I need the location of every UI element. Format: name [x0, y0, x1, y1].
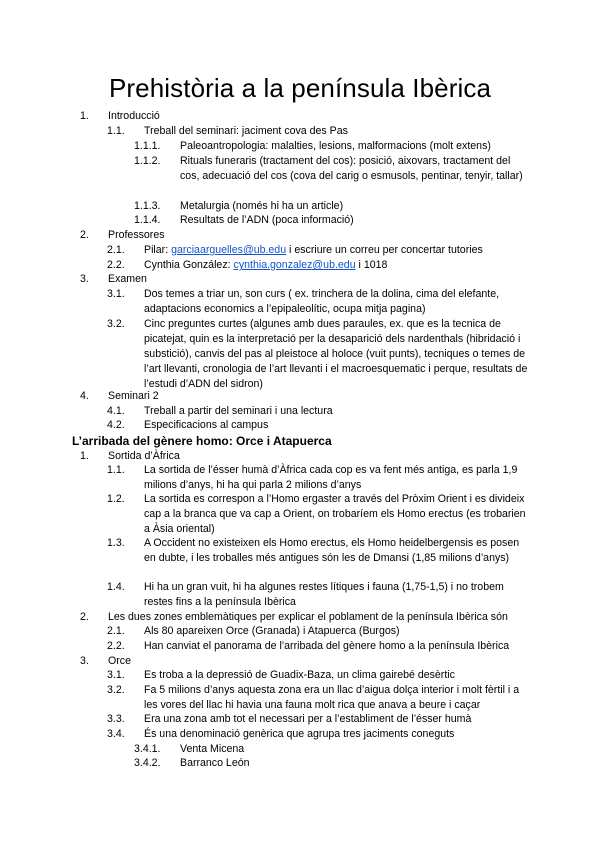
list-text: Era una zona amb tot el necessari per a l’establiment de l’ésser humà	[144, 713, 472, 725]
list-text	[144, 243, 528, 258]
page-title: Prehistòria a la península Ibèrica	[108, 73, 492, 103]
list-number: 1.3.	[107, 537, 125, 549]
list-number: 1.2.	[107, 493, 125, 505]
list-number: 1.1.	[107, 464, 125, 476]
list-text: Treball del seminari: jaciment cova des Pas	[144, 125, 348, 137]
list-number: 3.4.2.	[134, 757, 161, 769]
list-text: Examen	[108, 273, 147, 285]
list-text: Han canviat el panorama de l’arribada del gènere homo a la península Ibèrica	[144, 640, 510, 652]
list-text: Especificacions al campus	[144, 419, 269, 431]
contact-name: Pilar:	[144, 244, 172, 256]
section-heading: L’arribada del gènere homo: Orce i Atapuerca	[72, 434, 332, 448]
list-number: 1.	[80, 450, 89, 462]
list-text: La sortida de l’ésser humà d’Àfrica cada cop es va fent més antiga, es parla 1,9 milions d’anys, hi ha qui parla 2 milions d’anys	[144, 464, 518, 491]
email-link-cynthia[interactable]: cynthia.gonzalez@ub.edu	[233, 259, 356, 271]
list-number: 3.	[80, 273, 89, 285]
list-text: Metalurgia (només hi ha un article)	[180, 200, 344, 212]
list-number: 2.1.	[107, 625, 125, 637]
list-number: 2.2.	[107, 640, 125, 652]
list-text: Barranco León	[180, 757, 250, 769]
list-text: Treball a partir del seminari i una lectura	[144, 405, 333, 417]
list-text: Hi ha un gran vuit, hi ha algunes restes lítiques i fauna (1,75-1,5) i no trobem restes fins a la península Ibèrica	[144, 581, 504, 608]
list-text: Dos temes a triar un, son curs ( ex. trinchera de la dolina, cima del elefante, adaptacions economics a l’epipaleolític, ocupa mitja pagina)	[144, 288, 500, 315]
list-text: Professores	[108, 229, 165, 241]
list-number: 3.1.	[107, 669, 125, 681]
list-number: 3.2.	[107, 684, 125, 696]
list-number: 1.1.2.	[134, 155, 161, 167]
contact-name: Cynthia González:	[144, 259, 234, 271]
list-number: 1.1.3.	[134, 200, 161, 212]
list-number: 2.2.	[107, 259, 125, 271]
list-text: Als 80 apareixen Orce (Granada) i Atapuerca (Burgos)	[144, 625, 400, 637]
list-text: Cinc preguntes curtes (algunes amb dues paraules, ex. que es la tecnica de picatejat, quin es la interpretació per la desaparició dels nardenthals (hibridació i substició), canvis del pas al pleistoce al holoce (vuit punts), tecniques o temes de l’art llevanti, cronologia de l’art llevanti i el macroesquematic i perque, resultats de l’estudi d’ADN del sidron)	[144, 318, 528, 390]
list-number: 3.	[80, 655, 89, 667]
list-text: La sortida es correspon a l’Homo ergaster a través del Pròxim Orient i es divideix cap a la branca que va cap a Orient, on trobaríem els Homo erectus (es trobarien a Àsia oriental)	[144, 493, 526, 535]
list-number: 4.1.	[107, 405, 125, 417]
list-number: 1.4.	[107, 581, 125, 593]
list-text: Seminari 2	[108, 390, 159, 402]
list-text: Introducció	[108, 110, 160, 122]
list-text: Rituals funeraris (tractament del cos): posició, aixovars, tractament del cos, adecuació del cos (cova del carig o esmusols, pentinar, tenyir, tallar)	[180, 155, 523, 182]
list-text: Les dues zones emblemàtiques per explicar el poblament de la península Ibèrica són	[108, 611, 508, 623]
list-number: 4.2.	[107, 419, 125, 431]
list-number: 3.1.	[107, 288, 125, 300]
contact-note: i escriure un correu per concertar tutories	[286, 244, 483, 256]
list-number: 1.1.	[107, 125, 125, 137]
list-number: 3.4.1.	[134, 743, 161, 755]
list-text	[144, 258, 528, 273]
list-number: 2.1.	[107, 244, 125, 256]
list-number: 1.1.4.	[134, 214, 161, 226]
list-number: 1.	[80, 110, 89, 122]
list-text: Fa 5 milions d’anys aquesta zona era un llac d’aigua dolça interior i molt fèrtil i a les vores del llac hi havia una fauna molt rica que anava a beure i caçar	[144, 684, 520, 711]
contact-note: i 1018	[355, 259, 388, 271]
list-text: Paleoantropologia: malalties, lesions, malformacions (molt extens)	[180, 140, 491, 152]
list-number: 1.1.1.	[134, 140, 161, 152]
list-text: Resultats de l’ADN (poca informació)	[180, 214, 354, 226]
list-text: A Occident no existeixen els Homo erectus, els Homo heidelbergensis es posen en dubte, i les troballes més antigues són les de Dmansi (1,85 milions d’anys)	[144, 537, 520, 564]
list-number: 2.	[80, 229, 89, 241]
list-text: Orce	[108, 655, 131, 667]
list-number: 3.4.	[107, 728, 125, 740]
email-link-pilar[interactable]: garciaarguelles@ub.edu	[171, 244, 287, 256]
list-number: 3.2.	[107, 318, 125, 330]
list-text: Venta Micena	[180, 743, 245, 755]
list-text: Sortida d’Àfrica	[108, 450, 180, 462]
list-text: És una denominació genèrica que agrupa tres jaciments coneguts	[144, 728, 455, 740]
list-number: 2.	[80, 611, 89, 623]
list-number: 3.3.	[107, 713, 125, 725]
list-number: 4.	[80, 390, 89, 402]
list-text: Es troba a la depressió de Guadix-Baza, un clima gairebé desèrtic	[144, 669, 455, 681]
